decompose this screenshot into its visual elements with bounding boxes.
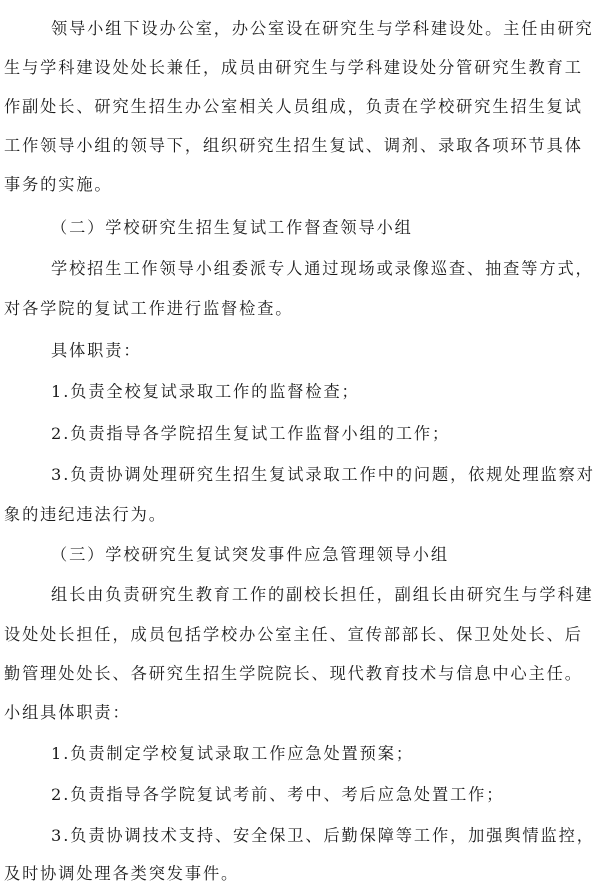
list-item: 3.负责协调处理研究生招生复试录取工作中的问题，依规处理监察对: [51, 465, 595, 484]
paragraph-line: 对各学院的复试工作进行监督检查。: [4, 299, 294, 318]
list-item-continuation: 象的违纪违法行为。: [4, 505, 167, 524]
paragraph-line: 组长由负责研究生教育工作的副校长担任，副组长由研究生与学科建: [51, 585, 594, 604]
paragraph-line: 事务的实施。: [4, 175, 113, 194]
section-heading-2: （二）学校研究生招生复试工作督查领导小组: [51, 218, 413, 237]
section-heading-3: （三）学校研究生复试突发事件应急管理领导小组: [51, 545, 449, 564]
responsibilities-label: 小组具体职责：: [4, 703, 131, 722]
responsibilities-label: 具体职责：: [51, 341, 142, 360]
paragraph-line: 工作领导小组的领导下，组织研究生招生复试、调剂、录取各项环节具体: [4, 136, 583, 155]
list-item: 2.负责指导各学院复试考前、考中、考后应急处置工作；: [51, 785, 505, 804]
paragraph-line: 学校招生工作领导小组委派专人通过现场或录像巡查、抽查等方式，: [51, 259, 594, 278]
list-item-continuation: 及时协调处理各类突发事件。: [4, 864, 240, 883]
list-item: 3.负责协调技术支持、安全保卫、后勤保障等工作，加强舆情监控，: [51, 826, 595, 845]
paragraph-line: 领导小组下设办公室，办公室设在研究生与学科建设处。主任由研究: [51, 19, 594, 38]
list-item: 1.负责全校复试录取工作的监督检查；: [51, 382, 360, 401]
paragraph-line: 作副处长、研究生招生办公室相关人员组成，负责在学校研究生招生复试: [4, 97, 583, 116]
paragraph-line: 设处处长担任，成员包括学校办公室主任、宣传部部长、保卫处处长、后: [4, 625, 583, 644]
list-item: 1.负责制定学校复试录取工作应急处置预案；: [51, 744, 414, 763]
paragraph-line: 勤管理处处长、各研究生招生学院院长、现代教育技术与信息中心主任。: [4, 664, 583, 683]
list-item: 2.负责指导各学院招生复试工作监督小组的工作；: [51, 424, 451, 443]
paragraph-line: 生与学科建设处处长兼任，成员由研究生与学科建设处分管研究生教育工: [4, 58, 583, 77]
